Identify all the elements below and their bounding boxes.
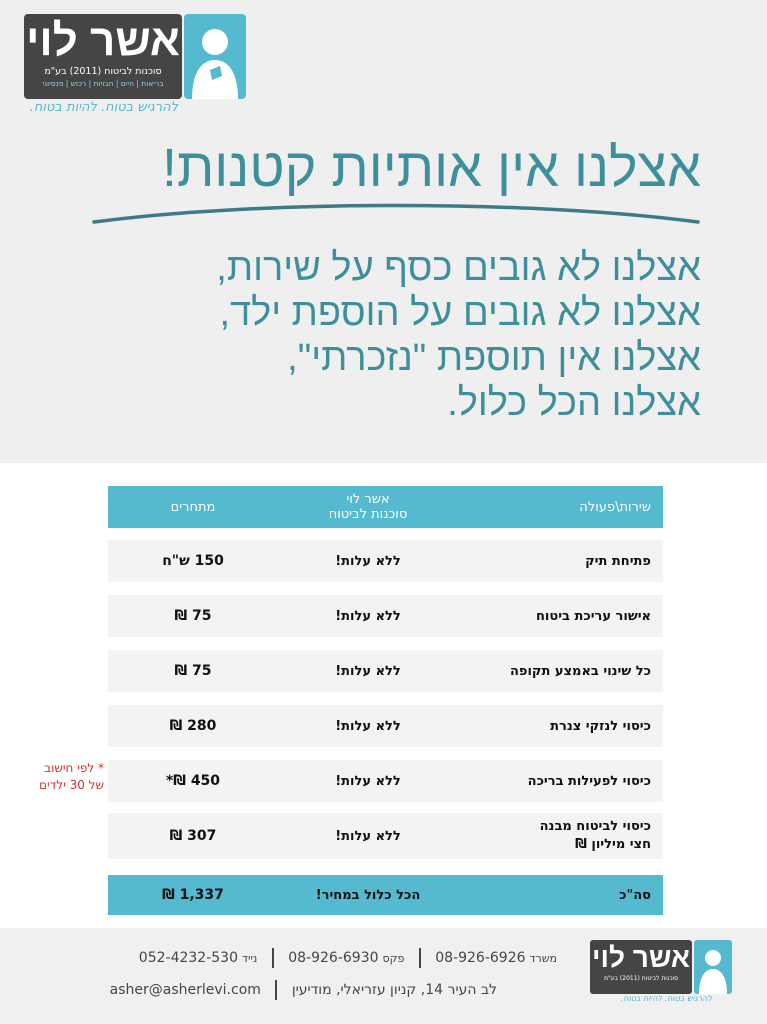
row-asher: ללא עלות!	[335, 828, 401, 844]
logo-lines: בריאות | חיים | חבויות | רכוש | פנסיוני	[42, 79, 164, 88]
logo-text-box	[24, 14, 182, 99]
row-competitors: 450 ₪*	[165, 773, 221, 789]
top-section	[0, 0, 767, 463]
header-competitors: מתחרים	[170, 499, 216, 515]
footer-logo-name: אשר לוי	[592, 942, 690, 973]
row-asher: ללא עלות!	[335, 663, 401, 679]
row-competitors: 75 ₪	[174, 608, 212, 624]
divider	[275, 980, 277, 1000]
person-icon	[694, 940, 732, 994]
table-total-row	[108, 875, 663, 915]
row-asher: ללא עלות!	[335, 608, 401, 624]
table-row	[108, 650, 663, 692]
table-row	[108, 813, 663, 859]
swoosh-underline	[92, 196, 702, 230]
row-service-line1: כיסוי לביטוח מבנה	[539, 819, 651, 834]
header-asher-line2: סוכנות לביטוח	[328, 507, 408, 522]
email-link[interactable]: asher@asherlevi.com	[109, 982, 261, 998]
row-service: פתיחת תיק	[585, 553, 651, 569]
table-header	[108, 486, 663, 528]
brand-logo[interactable]	[24, 14, 246, 99]
contact-address-email	[110, 980, 497, 1000]
slogan-line: אצלנו הכל כלול.	[447, 382, 701, 424]
logo-name: אשר לוי	[26, 16, 180, 65]
footnote	[20, 760, 104, 794]
fax-label: פקס	[382, 952, 405, 965]
footer-logo-text-box	[590, 940, 692, 994]
table-row	[108, 540, 663, 582]
slogan-line: אצלנו לא גובים על הוספת ילד,	[219, 292, 701, 334]
table-row	[108, 760, 663, 802]
total-service: סה"כ	[619, 887, 651, 903]
address: לב העיר 14, קניון עזריאלי, מודיעין	[291, 982, 497, 998]
logo-subtitle: סוכנות לביטוח (2011) בע"מ	[44, 66, 162, 77]
slogan-line: אצלנו אין תוספת "נזכרתי",	[287, 337, 701, 379]
row-competitors: 75 ₪	[174, 663, 212, 679]
row-service: כל שינוי באמצע תקופה	[509, 663, 651, 679]
row-competitors: 150 ש"ח	[162, 553, 224, 569]
row-service-line2: חצי מיליון ₪	[575, 837, 651, 852]
total-asher: הכל כלול במחיר!	[315, 887, 421, 903]
header-asher	[283, 486, 453, 528]
table-row	[108, 595, 663, 637]
office-label: משרד	[529, 952, 557, 965]
row-competitors: 307 ₪	[169, 828, 217, 844]
total-competitors: 1,337 ₪	[162, 887, 224, 903]
contact-phones	[139, 948, 557, 968]
row-service	[481, 813, 651, 859]
office-phone[interactable]: 08-926-6926	[435, 950, 526, 966]
fax-number: 08-926-6930	[288, 950, 379, 966]
footnote-line1: * לפי חישוב	[44, 761, 104, 775]
header-asher-line1: אשר לוי	[346, 492, 390, 507]
footer-logo-subtitle: סוכנות לביטוח (2011) בע"מ	[603, 975, 679, 982]
logo-tagline: להרגיש בטוח. להיות בטוח.	[29, 100, 178, 115]
divider	[272, 948, 274, 968]
row-service: כיסוי לפעילות בריכה	[527, 773, 651, 789]
mobile-label: נייד	[241, 952, 258, 965]
row-asher: ללא עלות!	[335, 718, 401, 734]
mobile-phone[interactable]: 052-4232-530	[138, 950, 238, 966]
page-title: אצלנו אין אותיות קטנות!	[161, 138, 701, 198]
row-asher: ללא עלות!	[335, 553, 401, 569]
row-competitors: 280 ₪	[169, 718, 217, 734]
row-service: כיסוי לנזקי צנרת	[550, 718, 651, 734]
footer-logo-tagline: להרגיש בטוח. להיות בטוח.	[620, 994, 712, 1003]
table-row	[108, 705, 663, 747]
divider	[419, 948, 421, 968]
slogan-line: אצלנו לא גובים כסף על שירות,	[216, 247, 701, 289]
slogan-list	[216, 246, 701, 426]
header-service: שירות\פעולה	[579, 499, 651, 515]
row-asher: ללא עלות!	[335, 773, 401, 789]
footer-logo[interactable]	[590, 940, 732, 994]
row-service: אישור עריכת ביטוח	[535, 608, 651, 624]
person-icon	[184, 14, 246, 99]
footer	[0, 928, 767, 1024]
footnote-line2: של 30 ילדים	[39, 778, 104, 792]
